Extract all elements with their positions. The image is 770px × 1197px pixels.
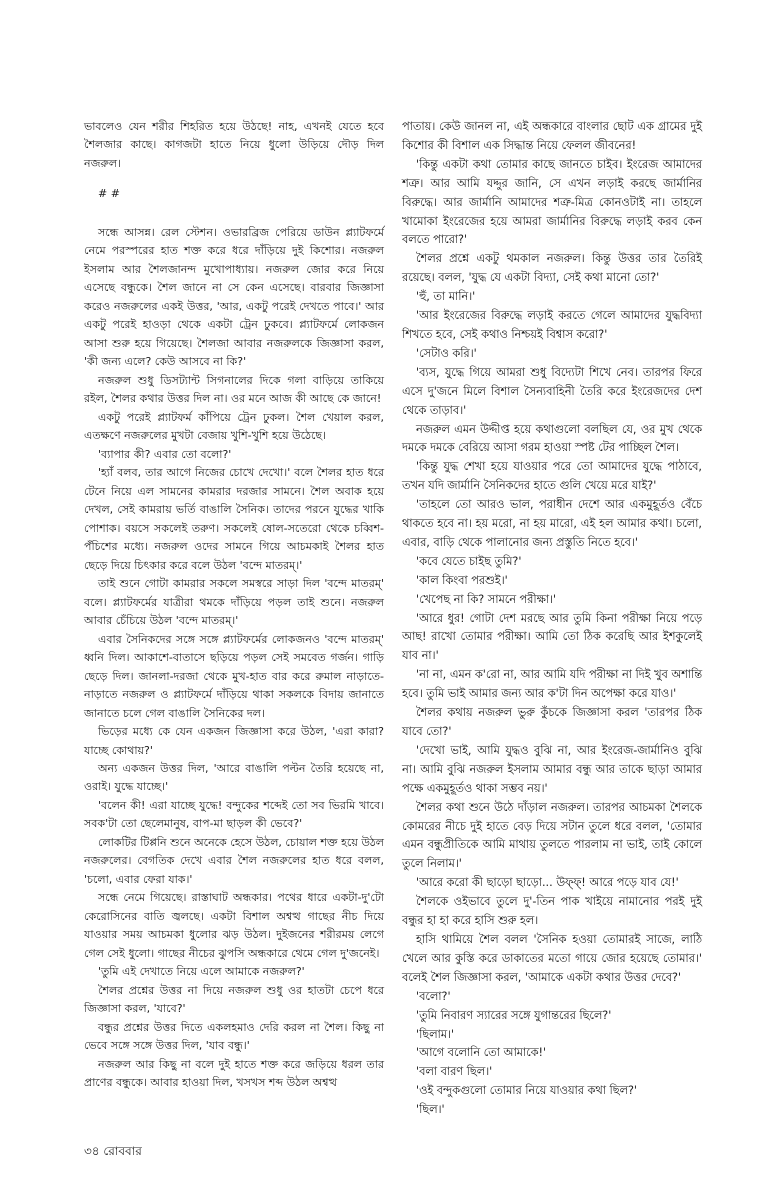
paragraph: 'তাহলে তো আরও ভাল, পরাধীন দেশে আর একমুহূর্তও বেঁচে থাকতে হবে না। হয় মরো, না হয় মারো, এই হল আমার কথা। চলো, এবার, বাড়ি থেকে পালানোর জন্য প্রস্তুতি নিতে হবে।' <box>402 498 702 549</box>
paragraph: 'না না, এমন ক'রো না, আর আমি যদি পরীক্ষা না দিই খুব অশান্তি হবে। তুমি ভাই আমার জন্য আর ক'টা দিন অপেক্ষা করে যাও।' <box>402 668 702 701</box>
paragraph: 'হুঁ, তা মানি।' <box>416 290 476 304</box>
paragraph: শৈলকে ওইভাবে তুলে দু'-তিন পাক খাইয়ে নামানোর পরই দুই বন্ধুর হা হা করে হাসি শুরু হল। <box>402 895 702 928</box>
paragraph: 'কিন্তু যুদ্ধ শেখা হয়ে যাওয়ার পরে তো আমাদের যুদ্ধে পাঠাবে, তখন যদি জার্মানি সৈনিকদের হাতে গুলি খেয়ে মরে যাই?' <box>402 460 702 493</box>
paragraph: 'ছিল।' <box>416 1103 445 1117</box>
paragraph: শৈলর কথা শুনে উঠে দাঁড়াল নজরুল। তারপর আচমকা শৈলকে কোমরের নীচে দুই হাতে বেড় দিয়ে সটান তুলে ধরে বলল, 'তোমার এমন বন্ধুপ্রীতিকে আমি মাথায় তুলতে পারলাম না ভাই, তাই কোলে তুলে নিলাম।' <box>402 800 702 871</box>
paragraph: 'কাল কিংবা পরশুই।' <box>416 573 508 587</box>
paragraph: তাই শুনে গোটা কামরার সকলে সমস্বরে সাড়া দিল 'বন্দে মাতরম্' বলে। প্ল্যাটফর্মের যাত্রীরা থমকে দাঁড়িয়ে পড়ল তাই শুনে। নজরুল আবার চেঁচিয়ে উঠল 'বন্দে মাতরম্।' <box>84 577 384 628</box>
paragraph: 'দেখো ভাই, আমি যুদ্ধও বুঝি না, আর ইংরেজ-জার্মানিও বুঝি না। আমি বুঝি নজরুল ইসলাম আমার বন্ধু আর তাকে ছাড়া আমার পক্ষে একমুহূর্তও থাকা সম্ভব নয়।' <box>402 743 702 795</box>
paragraph: 'ওই বন্দুকগুলো তোমার নিয়ে যাওয়ার কথা ছিল?' <box>416 1084 638 1098</box>
paragraph: একটু পরেই প্ল্যাটফর্ম কাঁপিয়ে ট্রেন ঢুকল। শৈল খেয়াল করল, এতক্ষণে নজরুলের মুখটা বেজায় খুশি-খুশি হয়ে উঠেছে। <box>84 410 384 443</box>
paragraph: শৈলর প্রশ্নে একটু থমকাল নজরুল। কিন্তু উত্তর তার তৈরিই রয়েছে। বলল, 'যুদ্ধ যে একটা বিদ্যা, সেই কথা মানো তো?' <box>402 252 702 285</box>
paragraph: নজরুল আর কিছু না বলে দুই হাতে শক্ত করে জড়িয়ে ধরল তার প্রাণের বন্ধুকে। আবার হাওয়া দিল, খসখস শব্দ উঠল অশ্বত্থ <box>84 1057 384 1090</box>
paragraph: 'ছিলাম।' <box>416 1027 455 1041</box>
paragraph: নজরুল এমন উদ্দীপ্ত হয়ে কথাগুলো বলছিল যে, ওর মুখ থেকে দমকে দমকে বেরিয়ে আসা গরম হাওয়া স্পষ্ট টের পাচ্ছিল শৈল। <box>402 422 702 455</box>
right-text-column <box>402 118 702 1120</box>
paragraph: 'আরে ধুর! গোটা দেশ মরছে আর তুমি কিনা পরীক্ষা নিয়ে পড়ে আছ! রাখো তোমার পরীক্ষা। আমি তো ঠিক করেছি আর ইশকুলেই যাব না।' <box>402 611 702 663</box>
paragraph: এবার সৈনিকদের সঙ্গে সঙ্গে প্ল্যাটফর্মের লোকজনও 'বন্দে মাতরম্' ধ্বনি দিল। আকাশে-বাতাসে ছড়িয়ে পড়ল সেই সমবেত গর্জন। গাড়ি ছেড়ে দিল। জানলা-দরজা থেকে মুখ-হাত বার করে রুমাল নাড়াতে-নাড়াতে নজরুল ও প্ল্যাটফর্মে দাঁড়িয়ে থাকা সকলকে বিদায় জানাতে জানাতে চলে গেল বাঙালি সৈনিকের দল। <box>84 632 384 720</box>
paragraph: ভিড়ের মধ্যে কে যেন একজন জিজ্ঞাসা করে উঠল, 'এরা কারা? যাচ্ছে কোথায়?' <box>84 725 384 757</box>
paragraph: 'সেটাও করি।' <box>416 346 477 360</box>
paragraph: নজরুল শুধু ডিসট্যান্ট সিগনালের দিকে গলা বাড়িয়ে তাকিয়ে রইল, শৈলর কথার উত্তর দিল না। ওর মনে আজ কী আছে কে জানে! <box>84 373 384 406</box>
paragraph: 'কিন্তু একটা কথা তোমার কাছে জানতে চাইব। ইংরেজ আমাদের শত্রু। আর আমি যদ্দুর জানি, সে এখন লড়াই করছে জার্মানির বিরুদ্ধে। আর জার্মানি আমাদের শত্রু-মিত্র কোনওটাই না। তাহলে খামোকা ইংরেজের হয়ে আমরা জার্মানির বিরুদ্ধে লড়াই করব কেন বলতে পারো?' <box>402 157 702 247</box>
paragraph: 'তুমি নিবারণ স্যারের সঙ্গে যুগান্তরের ছিলে?' <box>416 1008 612 1022</box>
paragraph: অন্য একজন উত্তর দিল, 'আরে বাঙালি পল্টন তৈরি হয়েছে না, ওরাই। যুদ্ধে যাচ্ছে।' <box>84 761 384 794</box>
page-number: ৩৪ <box>84 1144 100 1158</box>
paragraph: লোকটির টিপ্পনি শুনে অনেকে হেসে উঠল, চোয়াল শক্ত হয়ে উঠল নজরুলের। বেগতিক দেখে এবার শৈল নজরুলের হাত ধরে বলল, 'চলো, এবার ফেরা যাক।' <box>84 835 384 886</box>
paragraph: 'ব্যাপার কী? এবার তো বলো?' <box>98 447 232 461</box>
paragraph: 'আর ইংরেজের বিরুদ্ধে লড়াই করতে গেলে আমাদের যুদ্ধবিদ্যা শিখতে হবে, সেই কথাও নিশ্চয়ই বিশ্বাস করো?' <box>402 309 702 341</box>
paragraph: 'বলা বারণ ছিল।' <box>416 1065 493 1079</box>
paragraph: 'কবে যেতে চাইছ তুমি?' <box>416 554 522 568</box>
paragraph: সন্ধে নেমে গিয়েছে। রাস্তাঘাট অন্ধকার। পথের ধারে একটা-দু'টো কেরোসিনের বাতি জ্বলছে। একটা বিশাল অশ্বত্থ গাছের নীচ দিয়ে যাওয়ার সময় আচমকা ধুলোর ঝড় উঠল। দুইজনের শরীরময় লেগে গেল সেই ধুলো। গাছের নীচের ঝুপসি অন্ধকারে থেমে গেল দু'জনেই। <box>84 891 384 960</box>
paragraph: বন্ধুর প্রশ্নের উত্তর দিতে একলহমাও দেরি করল না শৈল। কিছু না ভেবে সঙ্গে সঙ্গে উত্তর দিল, 'যাব বন্ধু।' <box>84 1020 384 1053</box>
paragraph: 'বলেন কী! এরা যাচ্ছে যুদ্ধে! বন্দুকের শব্দেই তো সব ভিরমি খাবে। সবক'টা তো ছেলেমানুষ, বাপ-মা ছাড়ল কী ভেবে?' <box>84 798 384 831</box>
paragraph: হাসি থামিয়ে শৈল বলল 'সৈনিক হওয়া তোমারই সাজে, লাঠি খেলে আর কুস্তি করে ডাকাতের মতো গায়ে জোর হয়েছে তোমার।' বলেই শৈল জিজ্ঞাসা করল, 'আমাকে একটা কথার উত্তর দেবে?' <box>402 932 702 984</box>
paragraph: পাতায়। কেউ জানল না, এই অন্ধকারে বাংলার ছোট এক গ্রামের দুই কিশোর কী বিশাল এক সিদ্ধান্ত নিয়ে ফেলল জীবনের! <box>402 120 702 152</box>
paragraph: 'হ্যাঁ বলব, তার আগে নিজের চোখে দেখো।' বলে শৈলর হাত ধরে টেনে নিয়ে এল সামনের কামরার দরজার সামনে। শৈল অবাক হয়ে দেখল, সেই কামরায় ভর্তি বাঙালি সৈনিক। তাদের পরনে যুদ্ধের খাকি পোশাক। বয়সে সকলেই তরুণ। সকলেই ষোল-সতেরো থেকে চব্বিশ-পঁচিশের মধ্যে। নজরুল ওদের সামনে গিয়ে আচমকাই শৈলর হাত ছেড়ে দিয়ে চিৎকার করে বলে উঠল 'বন্দে মাতরম্।' <box>84 466 384 572</box>
paragraph: ভাবলেও যেন শরীর শিহরিত হয়ে উঠছে! নাহ, এখনই যেতে হবে শৈলজার কাছে। কাগজটা হাতে নিয়ে ধুলো উড়িয়ে দৌড় দিল নজরুল। <box>84 120 384 170</box>
page-footer <box>84 1143 142 1159</box>
paragraph: 'আগে বলোনি তো আমাকে!' <box>416 1046 547 1060</box>
paragraph: 'আরে করো কী ছাড়ো ছাড়ো... উফ্‌ফ্! আরে পড়ে যাব যে!' <box>416 876 679 890</box>
paragraph: 'তুমি এই দেখাতে নিয়ে এলে আমাকে নজরুল?' <box>98 965 305 979</box>
paragraph: শৈলর কথায় নজরুল ভুরু কুঁচকে জিজ্ঞাসা করল 'তারপর ঠিক যাবে তো?' <box>402 706 702 738</box>
paragraph: শৈলর প্রশ্নের উত্তর না দিয়ে নজরুল শুধু ওর হাতটা চেপে ধরে জিজ্ঞাসা করল, 'যাবে?' <box>84 983 384 1016</box>
section-name: রোববার <box>103 1144 142 1158</box>
paragraph: সন্ধে আসন্ন। রেল স্টেশন। ওভারব্রিজ পেরিয়ে ডাউন প্ল্যাটফর্মে নেমে পরস্পরের হাত শক্ত করে ধরে দাঁড়িয়ে দুই কিশোর। নজরুল ইসলাম আর শৈলজানন্দ মুখোপাধ্যায়। নজরুল জোর করে নিয়ে এসেছে বন্ধুকে। শৈল জানে না সে কেন এসেছে। বারবার জিজ্ঞাসা করেও নজরুলের একই উত্তর, 'আর, একটু পরেই দেখতে পাবে।' আর একটু পরেই হাওড়া থেকে একটা ট্রেন ঢুকবে। প্ল্যাটফর্মে লোকজন আসা শুরু হয়ে গিয়েছে। শৈলজা আবার নজরুলকে জিজ্ঞাসা করল, 'কী জন্য এলে? কেউ আসবে না কি?' <box>84 225 384 369</box>
paragraph: 'খেপেছ না কি? সামনে পরীক্ষা।' <box>416 592 557 606</box>
section-break: # # <box>98 187 120 201</box>
paragraph: 'বলো?' <box>416 989 451 1003</box>
left-text-column <box>84 118 384 1093</box>
paragraph: 'ব্যস, যুদ্ধে গিয়ে আমরা শুধু বিদ্যেটা শিখে নেব। তারপর ফিরে এসে দু'জনে মিলে বিশাল সৈন্যবাহিনী তৈরি করে ইংরেজদের দেশ থেকে তাড়াব।' <box>402 365 702 417</box>
